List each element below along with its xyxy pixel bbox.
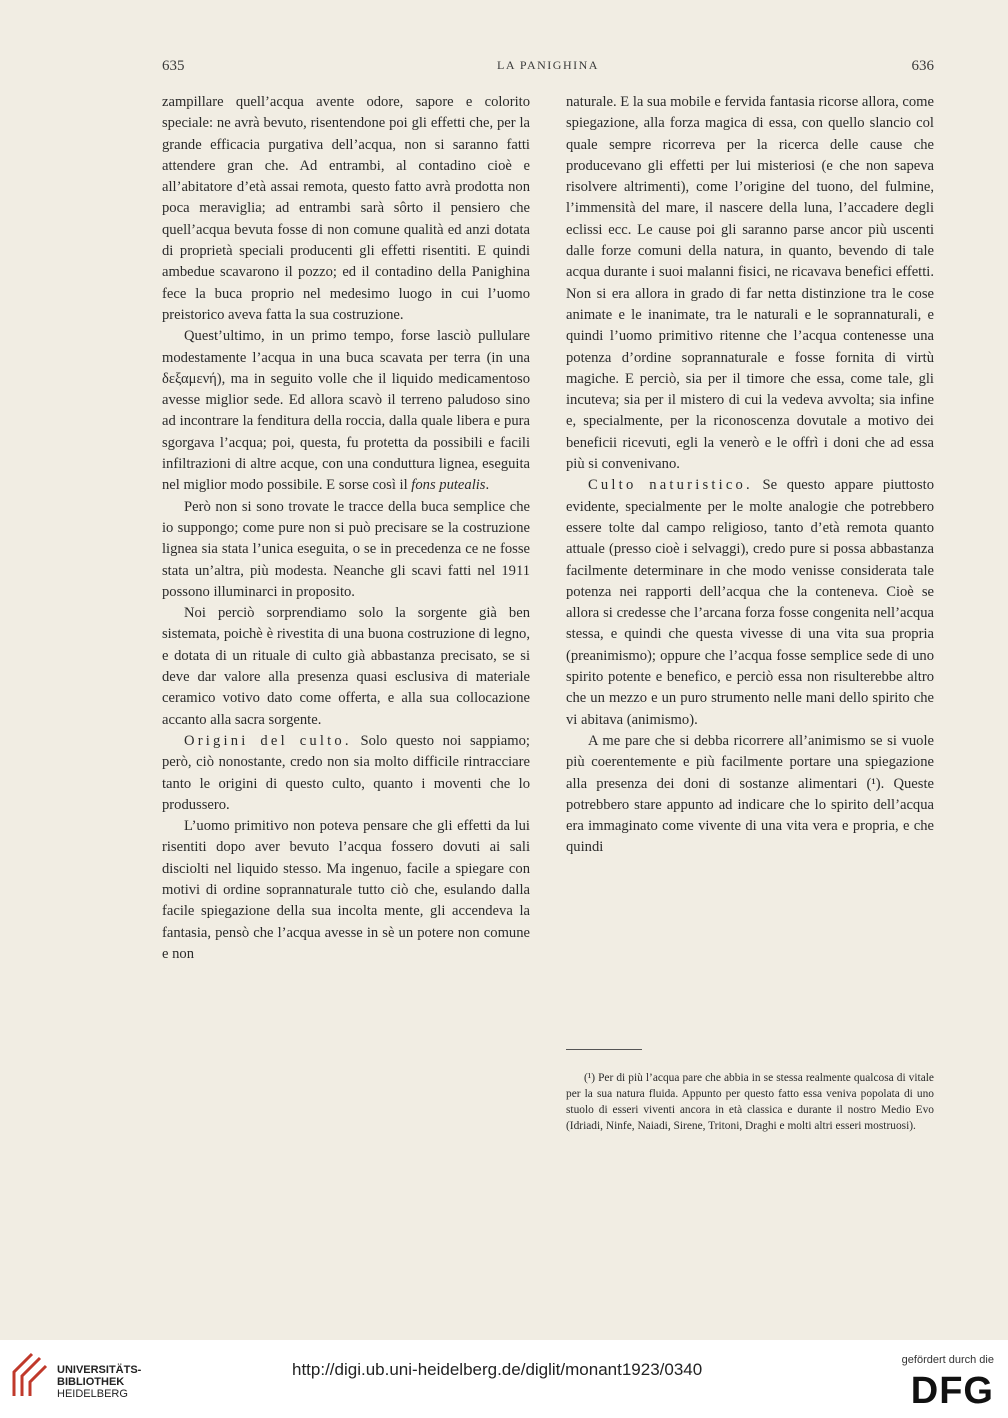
paragraph: Origini del culto. Solo questo noi sappiamo; però, ciò nonostante, credo non sia molto difficile rintracciare tanto le origini di questo culto, quanto i moventi che lo produssero. <box>162 732 530 813</box>
funded-by-label: gefördert durch die <box>901 1354 994 1366</box>
section-heading: Origini del culto. <box>184 732 352 749</box>
paragraph: Culto naturistico. Se questo appare piuttosto evidente, specialmente per le molte analogie che potrebbero essere tolte dal campo religioso, tanto d’età remota quanto attuale (presso cioè i selvaggi), credo pure si possa abbastanza facilmente determinare in che modo venisse considerata tale potenza nei rapporti dell’acqua che la conteneva. Cioè se allora si credesse che l’arcana forza fosse congenita nell’acqua stessa, e quindi che questa vivesse di una vita sua propria (preanimismo); oppure che l’acqua fosse semplice sede di uno spirito potente e benefico, e perciò essa non risulterebbe altro che un mezzo e un puro strumento nelle mani dello spirito che vi abitava (animismo). <box>566 477 935 728</box>
paragraph: A me pare che si debba ricorrere all’animismo se si vuole più coerentemente e più facilmente portare una spiegazione alla presenza dei doni di sostanze alimentari (¹). Queste potrebbero stare appunto ad indicare che lo spirito dell’acqua era immaginato come vivente di una vita vera e propria, e che quindi <box>566 732 934 856</box>
library-name: UNIVERSITÄTS- BIBLIOTHEK HEIDELBERG <box>57 1364 142 1400</box>
paragraph: Quest’ultimo, in un primo tempo, forse lasciò pullulare modestamente l’acqua in una buca scavata per terra (in una δεξαμενή), ma in seguito volle che il liquido medicamentoso avesse miglior sede. Ed allora scavò il terreno paludoso sino ad incontrare la fenditura della roccia, dalla quale libera e pura sgorgava l’acqua; poi, questa, fu protetta da possibili e facili infiltrazioni di altre acque, con una conduttura lignea, eseguita nel miglior modo possibile. E sorse così il fons putealis. <box>162 328 530 494</box>
library-logo-icon <box>10 1352 50 1398</box>
paragraph: Però non si sono trovate le tracce della buca semplice che io suppongo; come pure non si può precisare se la costruzione lignea sia stata l’unica eseguita, o se in precedenza ce ne fosse stata un’altra, più modesta. Neanche gli scavi fatti nel 1911 possono illuminarci in proposito. <box>162 498 530 600</box>
section-heading: Culto naturistico. <box>588 477 753 494</box>
paragraph: L’uomo primitivo non poteva pensare che gli effetti da lui risentiti dopo aver bevuto l’acqua fossero dovuti ai sali disciolti nel liquido stesso. Ma ingenuo, facile a spiegare con motivi di ordine soprannaturale tutto ciò che, esulando dalla facile spiegazione della sua incolta mente, gli accendeva la fantasia, pensò che l’acqua avesse in sè un potere non comune e non <box>162 818 530 962</box>
right-column <box>566 92 934 859</box>
footnote-rule <box>566 1049 642 1050</box>
permalink-url[interactable]: http://digi.ub.uni-heidelberg.de/diglit/monant1923/0340 <box>292 1360 703 1379</box>
page-number-left: 635 <box>162 58 185 74</box>
running-title: LA PANIGHINA <box>497 58 599 72</box>
paragraph: zampillare quell’acqua avente odore, sapore e colorito speciale: ne avrà bevuto, risentendone poi gli effetti che, per la grande efficacia purgativa dell’acqua, non si saranno fatti attendere gran che. Ad entrambi, al contadino cioè e all’abitatore d’età assai remota, questo fatto avrà prodotta non poca meraviglia; ad entrambi sarà sôrto il pensiero che quell’acqua bevuta fosse di non comune qualità ed anzi dotata di proprietà speciali producenti gli effetti risentiti. E quindi ambedue scavarono il pozzo; ed il contadino della Panighina fece la buca proprio nel medesimo luogo in cui l’uomo preistorico aveva fatta la sua costruzione. <box>162 94 530 323</box>
paragraph: naturale. E la sua mobile e fervida fantasia ricorse allora, come spiegazione, alla forza magica di essa, con quello slancio col quale sempre ricorreva per la ricerca delle cause che producevano gli effetti per lui misteriosi (e che non sapeva risolvere altrimenti), come l’origine del tuono, del fulmine, l’immensità del mare, il nascere della luna, l’accadere degli eclissi ecc. Le cause poi gli saranno parse ancor più uscenti dalle forze comuni della natura, in quanto, bevendo di tale acqua durante i suoi malanni fisici, ne ricavava benefici effetti. Non si era allora in grado di far netta distinzione tra le cose animate e le inanimate, tra le naturali e le soprannaturali, e quindi l’uomo primitivo ritenne che l’acqua contenesse una potenza d’ordine soprannaturale e fosse fornita di virtù magiche. E perciò, sia per il timore che essa, come tale, gli incuteva; sia per il mistero di cui la vedeva avvolta; sia infine e, specialmente, per la riconoscenza dovutale a motivo dei beneficii ricevuti, egli la venerò e le offrì i doni che ad essa più si convenivano. <box>566 94 934 473</box>
page-number-right: 636 <box>911 58 934 74</box>
running-header <box>162 58 934 80</box>
paragraph: Noi perciò sorprendiamo solo la sorgente già ben sistemata, poichè è rivestita di una buona costruzione di legno, e dotata di un rituale di culto già abbastanza precisato, se si deve dar valore alla presenza quasi esclusiva di materiale ceramico votivo dato come offerta, e alla sua collocazione accanto alla sacra sorgente. <box>162 605 530 728</box>
footnote: (¹) Per di più l’acqua pare che abbia in se stessa realmente qualcosa di vitale per la sua natura fluida. Appunto per questo fatto essa veniva popolata di uno stuolo di esseri viventi ancora in età classica e durante il nostro Medio Evo (Idriadi, Ninfe, Naiadi, Sirene, Tritoni, Draghi e molti altri esseri mostruosi). <box>566 1072 934 1132</box>
dfg-logo: DFG <box>910 1370 994 1412</box>
left-column <box>162 92 530 965</box>
